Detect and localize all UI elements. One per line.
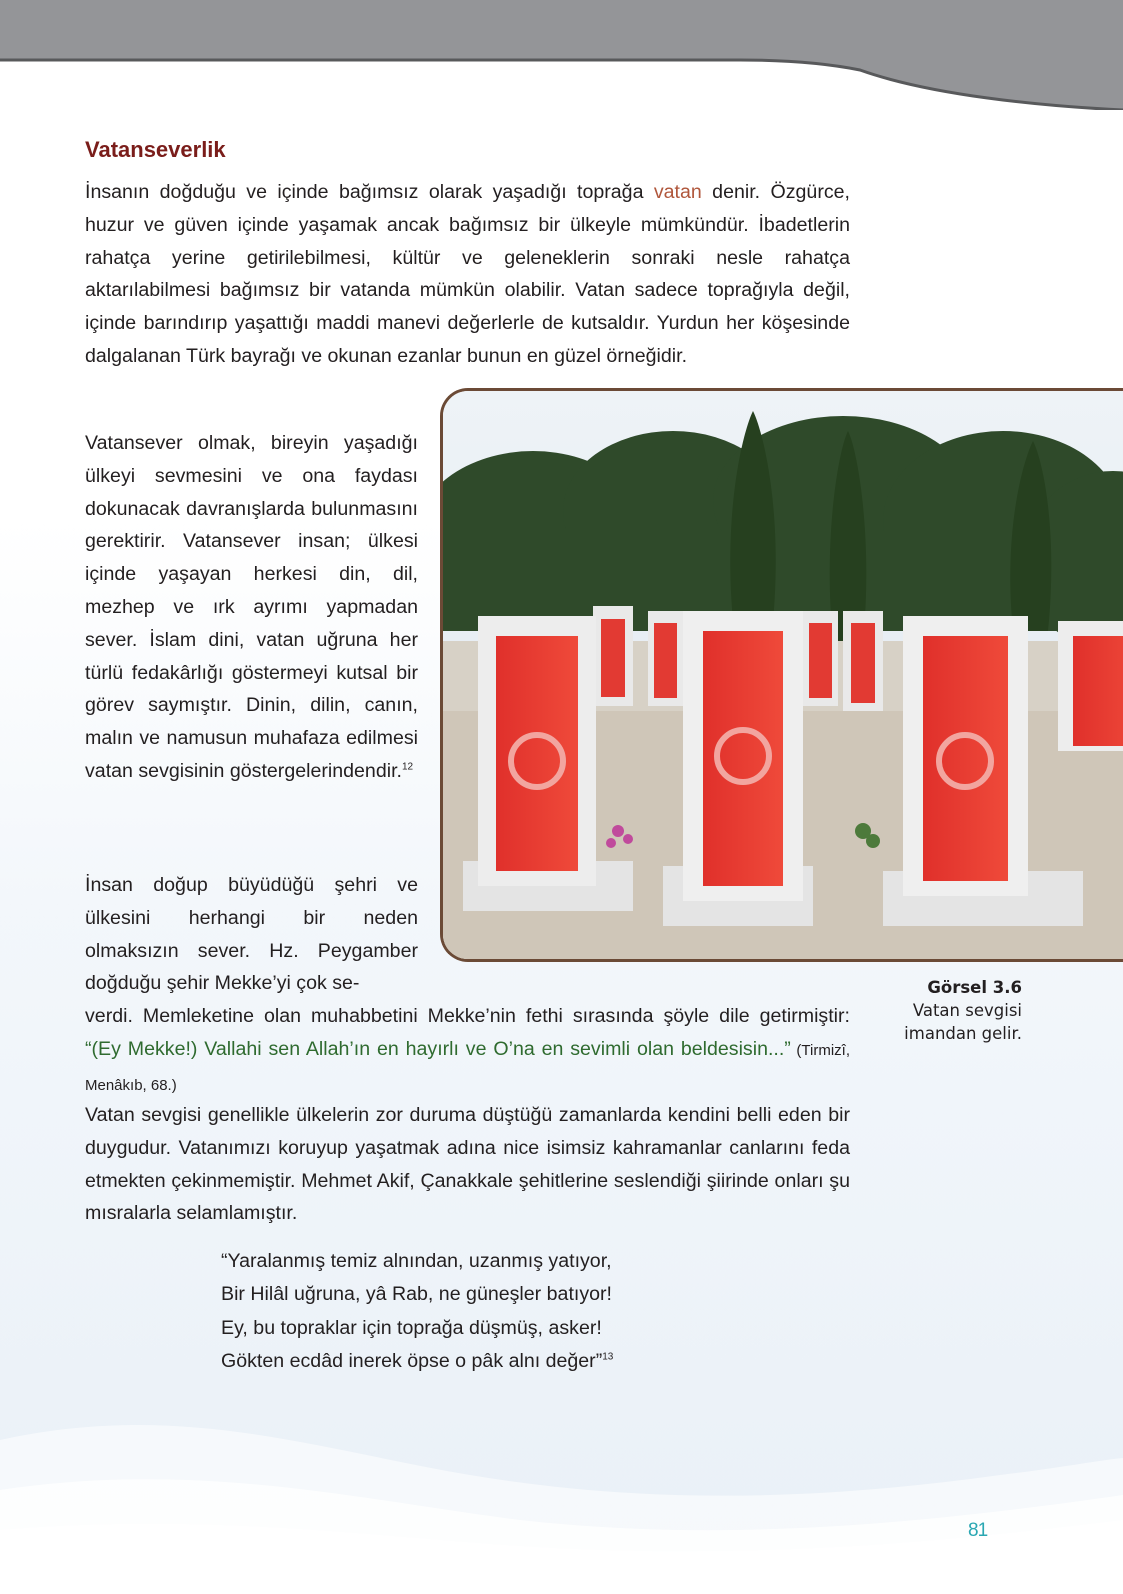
poem-line: “Yaralanmış temiz alnından, uzanmış yatıyor,	[221, 1250, 612, 1272]
paragraph1-text-start: İnsanın doğduğu ve içinde bağımsız olarak yaşadığı toprağa	[85, 181, 654, 203]
hadith-source: (Tirmizî, Menâkıb, 68.)	[85, 1041, 850, 1094]
paragraph-vatan-definition	[85, 176, 850, 373]
paragraph1-text-end: denir. Özgürce, huzur ve güven içinde yaşamak ancak bağımsız bir ülkeyle mümkündür. İbadetlerin rahatça yerine getirilebilmesi, kültür ve geleneklerin sonraki nesle rahatça aktarılabilmesi bağımsız bir vatanda mümkün olabilir. Vatan sadece toprağıyla değil, içinde barındırıp yaşattığı maddi manevi değerlerle de kutsaldır. Yurdun her köşesinde dalgalanan Türk bayrağı ve okunan ezanlar bunun en güzel örneğidir.	[85, 181, 850, 367]
paragraph-mekke-wide	[85, 1000, 850, 1102]
poem-line: Ey, bu topraklar için toprağa düşmüş, asker!	[221, 1316, 602, 1339]
paragraph4-text: Vatan sevgisi genellikle ülkelerin zor duruma düştüğü zamanlarda kendini belli eden bir duygudur. Vatanımızı koruyup yaşatmak adına nice isimsiz kahramanlar canlarını feda etmekten çekinmemiştir. Mehmet Akif, Çanakkale şehitlerine seslendiği şiirinde onları şu mısralarla selamlamıştır.	[85, 1104, 850, 1225]
cemetery-photo	[443, 391, 1123, 962]
hadith-quote: “(Ey Mekke!) Vallahi sen Allah’ın en hayırlı ve O’na en sevimli olan beldesisin...”	[85, 1037, 791, 1060]
poem-line: Bir Hilâl uğruna, yâ Rab, ne güneşler batıyor!	[221, 1283, 612, 1306]
poem-block	[221, 1245, 613, 1379]
bottom-waves	[0, 1380, 1123, 1594]
paragraph-vatan-sevgisi	[85, 1099, 850, 1230]
poem-line-text: Gökten ecdâd inerek öpse o pâk alnı değer”	[221, 1350, 603, 1373]
figure-caption-line: imandan gelir.	[904, 1024, 1022, 1043]
poem-line-last	[221, 1345, 613, 1378]
highlighted-term-vatan: vatan	[653, 181, 702, 203]
paragraph3-wide-text: verdi. Memleketine olan muhabbetini Mekke’nin fethi sırasında şöyle dile getirmiştir:	[85, 1005, 850, 1027]
paragraph-mekke-narrow	[85, 869, 418, 1000]
header-band	[0, 0, 1123, 110]
page-number: 81	[968, 1520, 988, 1541]
footnote-marker-12: 12	[401, 761, 414, 773]
paragraph-vatansever	[85, 427, 418, 788]
figure-caption	[870, 976, 1022, 1045]
figure-photo-frame	[440, 388, 1123, 962]
section-title: Vatanseverlik	[85, 137, 226, 162]
paragraph3-narrow-text: İnsan doğup büyüdüğü şehri ve ülkesini herhangi bir neden olmaksızın sever. Hz. Peygamber doğduğu şehir Mekke’yi çok se-	[85, 874, 418, 995]
figure-label: Görsel 3.6	[927, 978, 1022, 997]
paragraph2-text: Vatansever olmak, bireyin yaşadığı ülkeyi sevmesini ve ona faydası dokunacak davranışlarda bulunmasını gerektirir. Vatansever insan; ülkesi içinde yaşayan herkesi din, dil, mezhep ve ırk ayrımı yapmadan sever. İslam dini, vatan uğruna her türlü fedakârlığı göstermeyi kutsal bir görev saymıştır. Dinin, dilin, canın, malın ve namusun muhafaza edilmesi vatan sevgisinin göstergelerindendir.	[85, 432, 418, 782]
figure-caption-line: Vatan sevgisi	[912, 1001, 1022, 1020]
footnote-marker-13: 13	[602, 1351, 614, 1363]
